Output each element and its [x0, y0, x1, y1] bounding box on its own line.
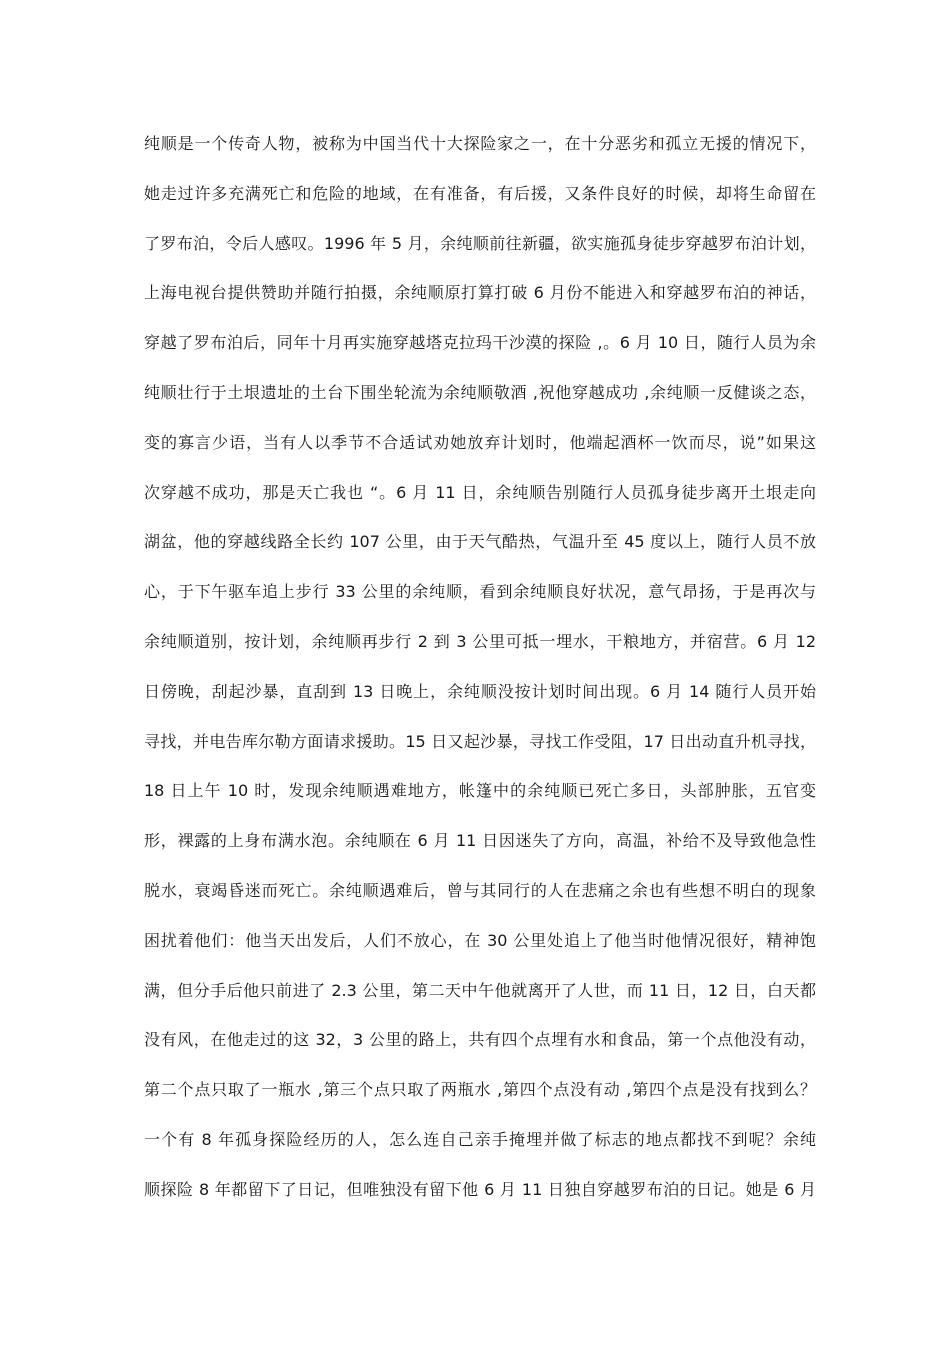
text-line: 没有风，在他走过的这 32，3 公里的路上，共有四个点埋有水和食品，第一个点他没有动， — [144, 1030, 816, 1050]
text-line: 余纯顺道别，按计划，余纯顺再步行 2 到 3 公里可抵一埋水，干粮地方，并宿营。6 月 12 — [144, 631, 816, 651]
text-line: 纯顺壮行于土垠遗址的土台下围坐轮流为余纯顺敬酒 ,祝他穿越成功 ,余纯顺一反健谈之态， — [144, 382, 816, 402]
text-line: 脱水，衰竭昏迷而死亡。余纯顺遇难后，曾与其同行的人在悲痛之余也有些想不明白的现象 — [144, 880, 816, 900]
text-line: 变的寡言少语，当有人以季节不合适试劝她放弃计划时，他端起酒杯一饮而尽，说”如果这 — [144, 432, 816, 452]
body-paragraph — [144, 128, 816, 1224]
text-line: 日傍晚，刮起沙暴，直刮到 13 日晚上，余纯顺没按计划时间出现。6 月 14 随行人员开始 — [144, 681, 816, 701]
text-line: 次穿越不成功，那是天亡我也 “。6 月 11 日，余纯顺告别随行人员孤身徒步离开土垠走向 — [144, 482, 816, 502]
text-line: 湖盆，他的穿越线路全长约 107 公里，由于天气酷热，气温升至 45 度以上，随行人员不放 — [144, 532, 816, 552]
text-line: 穿越了罗布泊后，同年十月再实施穿越塔克拉玛干沙漠的探险 ,。6 月 10 日，随行人员为余 — [144, 333, 816, 353]
text-line: 困扰着他们：他当天出发后，人们不放心，在 30 公里处追上了他当时他情况很好，精神饱 — [144, 930, 816, 950]
text-line: 纯顺是一个传奇人物，被称为中国当代十大探险家之一，在十分恶劣和孤立无援的情况下， — [144, 134, 816, 153]
text-line: 了罗布泊，令后人感叹。1996 年 5 月，余纯顺前往新疆，欲实施孤身徒步穿越罗布泊计划， — [144, 233, 816, 253]
text-line: 顺探险 8 年都留下了日记，但唯独没有留下他 6 月 11 日独自穿越罗布泊的日记。她是 6 月 — [144, 1179, 816, 1199]
text-line: 心，于下午驱车追上步行 33 公里的余纯顺，看到余纯顺良好状况，意气昂扬，于是再次与 — [144, 582, 816, 602]
text-line: 上海电视台提供赞助并随行拍摄，余纯顺原打算打破 6 月份不能进入和穿越罗布泊的神话， — [144, 283, 816, 303]
text-line: 形，裸露的上身布满水泡。余纯顺在 6 月 11 日因迷失了方向，高温，补给不及导致他急性 — [144, 831, 816, 851]
text-line: 寻找，并电告库尔勒方面请求援助。15 日又起沙暴，寻找工作受阻，17 日出动直升机寻找， — [144, 731, 816, 751]
text-line: 一个有 8 年孤身探险经历的人，怎么连自己亲手掩埋并做了标志的地点都找不到呢？余纯 — [144, 1129, 816, 1149]
text-line: 18 日上午 10 时，发现余纯顺遇难地方，帐篷中的余纯顺已死亡多日，头部肿胀，五官变 — [144, 781, 816, 801]
text-line: 满，但分手后他只前进了 2.3 公里，第二天中午他就离开了人世，而 11 日，12 日，白天都 — [144, 980, 816, 1000]
text-line: 第二个点只取了一瓶水 ,第三个点只取了两瓶水 ,第四个点没有动 ,第四个点是没有找到么？ — [144, 1080, 816, 1100]
text-line: 她走过许多充满死亡和危险的地域，在有准备，有后援，又条件良好的时候，却将生命留在 — [144, 183, 816, 203]
